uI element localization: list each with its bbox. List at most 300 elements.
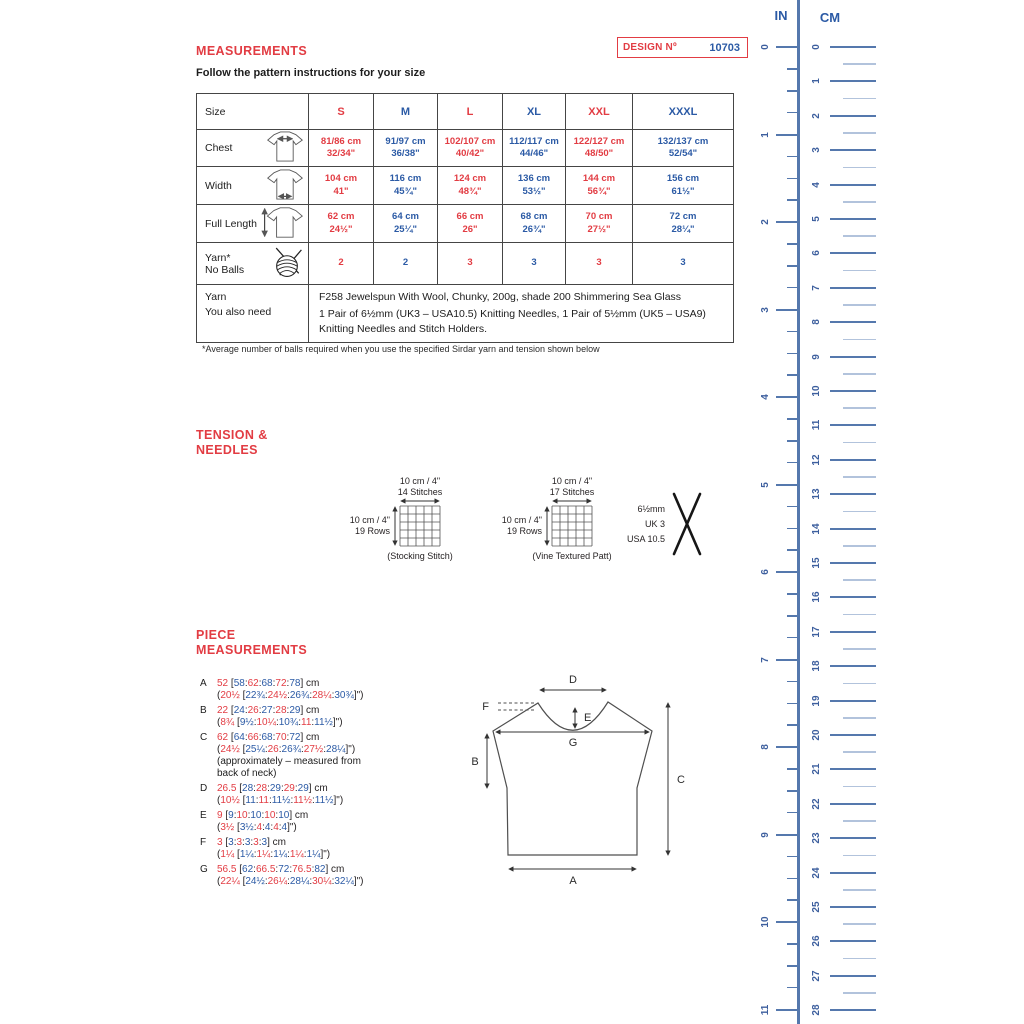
swatch1-size-label: 10 cm / 4"	[399, 476, 441, 486]
value-line: 24½"	[329, 223, 353, 235]
piece-cm-line	[217, 864, 455, 876]
ruler-in-minor-tick	[787, 856, 797, 858]
ruler-cm-number: 23	[811, 832, 822, 844]
measurement-punct: :	[280, 783, 284, 795]
value-line: 102/107 cm	[444, 135, 496, 147]
ruler-cm-half-tick	[843, 683, 876, 685]
piece-inch-line	[217, 795, 455, 807]
measurement-punct: :	[244, 731, 248, 743]
measurement-value: 3	[253, 836, 259, 848]
ruler-in-minor-tick	[787, 549, 797, 551]
ruler-cm-half-tick	[843, 614, 876, 616]
garment-schematic	[445, 668, 695, 903]
measurement-punct: :	[258, 836, 262, 848]
measurement-punct: ] cm	[267, 836, 286, 848]
ruler-in-minor-tick	[787, 178, 797, 180]
table-row-chest	[197, 130, 734, 167]
measurement-punct: [	[239, 876, 246, 888]
measurement-value: 1¼	[256, 849, 271, 861]
measurement-punct: :	[270, 822, 274, 834]
table-cell	[309, 205, 374, 243]
yarn-info-label-cell	[197, 285, 309, 343]
table-row-full-length	[197, 205, 734, 243]
ruler-cm-half-tick	[843, 545, 876, 547]
ruler-cm-number: 12	[811, 454, 822, 466]
measurement-value: 9½	[239, 717, 254, 729]
measurement-value: 9	[217, 810, 223, 822]
measurement-punct: :	[268, 795, 272, 807]
measurement-value: 68	[261, 731, 273, 743]
diagram-label-B: B	[471, 756, 479, 768]
ruler-in-major-tick	[776, 134, 797, 136]
ruler-cm-major-tick	[830, 940, 876, 942]
value-line: 91/97 cm	[385, 135, 426, 147]
value-line: 72 cm	[669, 211, 697, 222]
piece-measurements-list	[200, 678, 455, 891]
measurement-punct: :	[323, 744, 327, 756]
ruler-in-number: 7	[760, 656, 771, 663]
needle-size-info	[608, 488, 708, 560]
swatch1-rows-label: 19 Rows	[354, 526, 390, 536]
needle-size-mm: 6½mm	[637, 504, 665, 514]
measurement-punct: :	[309, 690, 313, 702]
ruler-in-minor-tick	[787, 637, 797, 639]
size-header-s: S	[309, 94, 374, 130]
measurement-value: 20½	[220, 690, 240, 702]
ruler-in-minor-tick	[787, 287, 797, 289]
ruler-cm-number: 27	[811, 970, 822, 982]
design-number-box	[617, 37, 748, 58]
ruler-in-minor-tick	[787, 528, 797, 530]
measurement-punct: :	[287, 849, 290, 861]
ruler-cm-major-tick	[830, 356, 876, 358]
measurement-value: 28	[242, 783, 254, 795]
piece-letter: D	[200, 783, 208, 795]
ruler-cm-half-tick	[843, 304, 876, 306]
measurement-punct: :	[272, 704, 276, 716]
measurement-value: 29	[269, 783, 281, 795]
piece-letter: C	[200, 731, 208, 743]
measurement-punct: [	[234, 849, 240, 861]
design-number: 10703	[709, 41, 740, 54]
piece-letter: G	[200, 863, 208, 875]
measurement-value: 11	[258, 795, 269, 807]
measurement-punct: :	[253, 863, 256, 875]
ruler-in-major-tick	[776, 46, 797, 48]
measurement-punct: :	[290, 795, 294, 807]
ruler-in-major-tick	[776, 221, 797, 223]
table-cell: 3	[633, 243, 734, 285]
measurement-punct: :	[311, 863, 315, 875]
ruler-cm-half-tick	[843, 511, 876, 513]
measurement-value: 66	[247, 731, 259, 743]
measurement-punct: :	[331, 690, 335, 702]
ruler-cm-half-tick	[843, 98, 876, 100]
measurement-value: 28	[255, 783, 268, 795]
value-line: 62 cm	[327, 211, 355, 222]
ruler-in-major-tick	[776, 309, 797, 311]
table-cell: 2	[309, 243, 374, 285]
measurement-value: 26	[267, 744, 279, 756]
table-header-row	[197, 94, 734, 130]
measurement-punct: ] cm	[325, 863, 345, 875]
measurement-value: 30¼	[312, 876, 332, 888]
ruler-cm-label: CM	[819, 10, 841, 25]
table-cell	[438, 167, 503, 205]
ruler-cm-major-tick	[830, 700, 876, 702]
ruler-in-number: 4	[760, 394, 771, 400]
ruler-in-major-tick	[776, 571, 797, 573]
ruler-in-minor-tick	[787, 90, 797, 92]
ruler-in-minor-tick	[787, 418, 797, 420]
table-cell: 2	[374, 243, 438, 285]
ruler-cm-half-tick	[843, 889, 876, 891]
piece-measurement-B	[200, 705, 455, 729]
value-line: 104 cm	[324, 173, 358, 184]
ruler-cm-half-tick	[843, 201, 876, 203]
swatch1-size-label-left: 10 cm / 4"	[349, 515, 390, 525]
measurement-punct: ]")	[320, 849, 331, 861]
ruler-cm-number: 28	[811, 1004, 822, 1016]
value-line: 116 cm	[389, 173, 422, 184]
table-cell	[633, 167, 734, 205]
table-cell	[374, 205, 438, 243]
measurement-value: 3	[261, 836, 268, 848]
ruler-in-major-tick	[776, 1009, 797, 1011]
measurement-value: 24½	[267, 690, 288, 702]
piece-inch-line	[217, 822, 455, 834]
piece-letter: F	[200, 836, 207, 848]
measurement-punct: [	[228, 731, 234, 743]
measurement-value: 11½	[314, 717, 333, 729]
ruler-cm-major-tick	[830, 80, 876, 82]
measurement-value: 72	[275, 678, 287, 689]
measurement-value: 56.5	[217, 863, 237, 875]
measurement-punct: :	[278, 744, 282, 756]
width-label: Width	[205, 179, 232, 192]
ruler-in-number: 3	[760, 306, 771, 313]
ruler-cm-number: 16	[811, 591, 822, 603]
measurement-punct: :	[233, 810, 237, 822]
ruler-in-minor-tick	[787, 943, 797, 945]
measurement-value: 3	[244, 836, 251, 848]
measurement-punct: [	[222, 836, 229, 848]
ruler-in-major-tick	[776, 921, 797, 923]
measurement-punct: :	[258, 704, 262, 716]
yarn-info-line1: F258 Jewelspun With Wool, Chunky, 200g, shade 200 Shimmering Sea Glass	[319, 291, 682, 303]
ruler-in-minor-tick	[787, 331, 797, 333]
ruler-cm-major-tick	[830, 287, 876, 289]
measurement-punct: [	[228, 704, 234, 716]
ruler-in-minor-tick	[787, 768, 797, 770]
measurement-value: 62	[242, 863, 254, 875]
measurement-punct: :	[289, 863, 293, 875]
tension-heading	[196, 428, 268, 458]
piece-heading-line1: PIECE	[196, 628, 236, 642]
size-header-m: M	[374, 94, 438, 130]
ruler-in-minor-tick	[787, 593, 797, 595]
measurement-punct: ]")	[332, 717, 343, 729]
full-length-icon	[261, 205, 305, 242]
measurement-value: 8¾	[220, 717, 235, 729]
ruler-in-minor-tick	[787, 965, 797, 967]
piece-cm-line	[217, 705, 455, 717]
ruler-cm-number: 9	[811, 353, 822, 360]
piece-cm-line	[217, 678, 455, 690]
measurement-punct: :	[303, 849, 307, 861]
measurement-punct: :	[253, 822, 257, 834]
you-also-need-label: You also need	[205, 306, 272, 318]
ruler-in-number: 8	[760, 744, 771, 750]
ruler-cm-major-tick	[830, 631, 876, 633]
table-row-width	[197, 167, 734, 205]
measurement-value: 78	[289, 678, 301, 689]
ruler-cm-major-tick	[830, 837, 876, 839]
value-line: 68 cm	[520, 211, 548, 222]
yarn-row-label: Yarn	[205, 291, 227, 303]
piece-measurement-C	[200, 732, 455, 781]
ruler-cm-number: 6	[811, 250, 822, 257]
value-line: 25¼"	[394, 223, 417, 235]
ruler-cm-number: 8	[811, 319, 822, 325]
ruler-cm-major-tick	[830, 390, 876, 392]
ruler-in-major-tick	[776, 484, 797, 486]
measurement-value: 62	[247, 678, 259, 689]
ruler-cm-major-tick	[830, 562, 876, 564]
size-header-xxxl: XXXL	[633, 94, 734, 130]
value-line: 144 cm	[582, 173, 616, 184]
table-cell	[309, 130, 374, 167]
piece-measurement-F	[200, 837, 455, 861]
swatch1-stitches-label: 14 Stitches	[397, 487, 443, 497]
measurement-punct: :	[272, 731, 276, 743]
ruler-in-minor-tick	[787, 353, 797, 355]
ruler-inches-label: IN	[774, 8, 788, 23]
table-cell	[566, 167, 633, 205]
value-line: 61½"	[671, 185, 695, 197]
measurement-value: 22	[217, 704, 229, 716]
measurement-value: 22¾	[245, 690, 265, 702]
measurement-value: 10	[236, 810, 248, 822]
piece-measurement-A	[200, 678, 455, 702]
diagram-label-G: G	[568, 737, 578, 749]
value-line: 112/117 cm	[509, 135, 559, 147]
measurement-punct: (	[217, 690, 221, 702]
swatch2-rows-label: 19 Rows	[506, 526, 542, 536]
ruler-cm-major-tick	[830, 252, 876, 254]
measurement-value: 10	[278, 810, 290, 822]
ruler-in-major-tick	[776, 659, 797, 661]
measurement-value: 11½	[271, 795, 291, 807]
piece-measurements-heading	[196, 628, 307, 658]
ruler-cm-major-tick	[830, 46, 876, 48]
measurement-punct: :	[287, 876, 290, 888]
diagram-label-C: C	[677, 774, 685, 786]
yarn-balls-label-cell	[197, 243, 309, 285]
value-line: 124 cm	[453, 173, 487, 184]
ruler-cm-major-tick	[830, 424, 876, 426]
ruler-in-minor-tick	[787, 112, 797, 114]
table-cell	[374, 167, 438, 205]
measurement-value: 28¼	[312, 690, 332, 702]
measurement-value: 1¼	[289, 849, 304, 861]
ruler-in-minor-tick	[787, 681, 797, 683]
measurement-value: 1¼	[220, 849, 235, 861]
measurement-value: 68	[261, 678, 273, 689]
measurement-value: 70	[275, 731, 287, 743]
needle-size-usa: USA 10.5	[626, 534, 665, 544]
needle-size-uk: UK 3	[644, 519, 665, 529]
ruler-cm-major-tick	[830, 734, 876, 736]
measurement-punct: (	[217, 795, 221, 807]
ruler-cm-number: 18	[811, 660, 822, 672]
measurement-punct: [	[239, 795, 246, 807]
measurement-value: 4	[281, 822, 288, 834]
table-cell	[566, 205, 633, 243]
measurement-value: 3	[236, 836, 243, 848]
ruler-cm-half-tick	[843, 820, 876, 822]
piece-letter: E	[200, 810, 207, 822]
piece-measurement-G	[200, 864, 455, 888]
measurement-value: 58	[233, 678, 245, 689]
ruler-cm-half-tick	[843, 442, 876, 444]
measurement-punct: ] cm	[308, 783, 328, 795]
value-line: 122/127 cm	[573, 135, 625, 147]
ruler-cm-number: 0	[811, 44, 822, 50]
measurement-punct: ]")	[345, 744, 356, 756]
table-cell: 3	[438, 243, 503, 285]
ruler-in-major-tick	[776, 396, 797, 398]
measurement-value: 11½	[293, 795, 312, 807]
measurement-punct: :	[258, 731, 262, 743]
ruler-cm-half-tick	[843, 648, 876, 650]
value-line: 132/137 cm	[657, 135, 709, 147]
table-cell	[566, 130, 633, 167]
measurement-value: 3	[217, 836, 223, 848]
ruler-cm-major-tick	[830, 184, 876, 186]
measurement-punct: [	[236, 863, 243, 875]
table-cell: 3	[566, 243, 633, 285]
measurement-value: 76.5	[292, 863, 312, 875]
value-line: 45¾"	[394, 185, 417, 197]
measurement-punct: (	[217, 822, 221, 834]
garment-outline	[493, 702, 652, 855]
measurement-punct: :	[294, 783, 298, 795]
value-line: 44/46"	[519, 148, 549, 159]
measurement-punct: :	[286, 731, 290, 743]
size-header-xl: XL	[503, 94, 566, 130]
ruler-cm-number: 7	[811, 285, 822, 291]
measurement-value: 24½	[245, 876, 265, 888]
chest-label-cell	[197, 130, 309, 167]
measurement-punct: :	[233, 836, 237, 848]
measurement-value: 1¼	[273, 849, 288, 861]
swatch2-caption: (Vine Textured Patt)	[532, 551, 612, 561]
ruler-cm-half-tick	[843, 339, 876, 341]
measurement-punct: (	[217, 876, 221, 888]
size-header-xxl: XXL	[566, 94, 633, 130]
ruler-cm-major-tick	[830, 528, 876, 530]
value-line: 48/50"	[584, 148, 614, 159]
ruler-cm-number: 11	[811, 420, 822, 431]
ruler-cm-half-tick	[843, 751, 876, 753]
piece-inch-line	[217, 717, 455, 729]
ruler-cm-major-tick	[830, 906, 876, 908]
measurement-punct: :	[287, 690, 290, 702]
value-line: 40/42"	[455, 148, 485, 159]
ruler-cm-number: 21	[811, 763, 822, 775]
measurement-value: 26¼	[267, 876, 288, 888]
design-label: DESIGN Nº	[623, 42, 677, 53]
piece-inch-line	[217, 876, 455, 888]
ruler-cm-major-tick	[830, 1009, 876, 1011]
size-instructions-text: Follow the pattern instructions for your size	[196, 67, 426, 79]
measurement-punct: :	[253, 849, 257, 861]
value-line: 27½"	[587, 223, 611, 235]
ruler-cm-number: 20	[811, 729, 822, 741]
ruler-in-minor-tick	[787, 506, 797, 508]
ruler-in-minor-tick	[787, 462, 797, 464]
ruler-divider-line	[797, 0, 800, 1024]
piece-heading-line2: MEASUREMENTS	[196, 643, 308, 657]
ruler-in-minor-tick	[787, 243, 797, 245]
measurement-value: 24½	[220, 744, 240, 756]
yarn-ball-icon	[269, 244, 305, 283]
measurement-value: 25¼	[245, 744, 265, 756]
measurement-value: 29	[297, 783, 309, 795]
table-cell	[503, 130, 566, 167]
value-line: 81/86 cm	[320, 135, 362, 147]
width-label-cell	[197, 167, 309, 205]
measurement-value: 3	[228, 836, 234, 848]
ruler-cm-number: 2	[811, 113, 822, 119]
table-cell	[503, 167, 566, 205]
measurement-punct: :	[331, 876, 335, 888]
measurement-punct: :	[244, 678, 248, 689]
ruler-cm-major-tick	[830, 218, 876, 220]
balls-footnote: *Average number of balls required when you use the specified Sirdar yarn and tension shown below	[202, 344, 600, 354]
ruler-cm-major-tick	[830, 493, 876, 495]
measurements-table	[196, 93, 734, 343]
piece-cm-line	[217, 783, 455, 795]
ruler-cm-number: 24	[811, 867, 822, 879]
piece-inch-line	[217, 849, 455, 861]
ruler-in-minor-tick	[787, 156, 797, 158]
measurement-value: 26.5	[217, 783, 237, 795]
measurement-punct: :	[311, 717, 315, 729]
ruler-in-minor-tick	[787, 703, 797, 705]
measurement-punct: :	[264, 690, 268, 702]
measurement-punct: [	[228, 678, 234, 689]
measurement-punct: [	[234, 822, 240, 834]
ruler-in-number: 6	[760, 569, 771, 575]
value-line: 26"	[462, 223, 478, 235]
ruler-cm-number: 15	[811, 557, 822, 569]
ruler-in-minor-tick	[787, 440, 797, 442]
diagram-label-A: A	[569, 875, 577, 887]
value-line: 36/38"	[391, 148, 420, 159]
measurement-value: 3½	[239, 822, 254, 834]
piece-inch-line	[217, 744, 455, 756]
swatch2-stitches-label: 17 Stitches	[549, 487, 595, 497]
diagram-label-E: E	[584, 712, 592, 724]
measurement-punct: [	[239, 690, 246, 702]
hem-width-icon	[265, 167, 305, 204]
ruler-in-minor-tick	[787, 899, 797, 901]
ruler-cm-major-tick	[830, 321, 876, 323]
ruler-cm-number: 25	[811, 901, 822, 913]
ruler-cm-half-tick	[843, 373, 876, 375]
